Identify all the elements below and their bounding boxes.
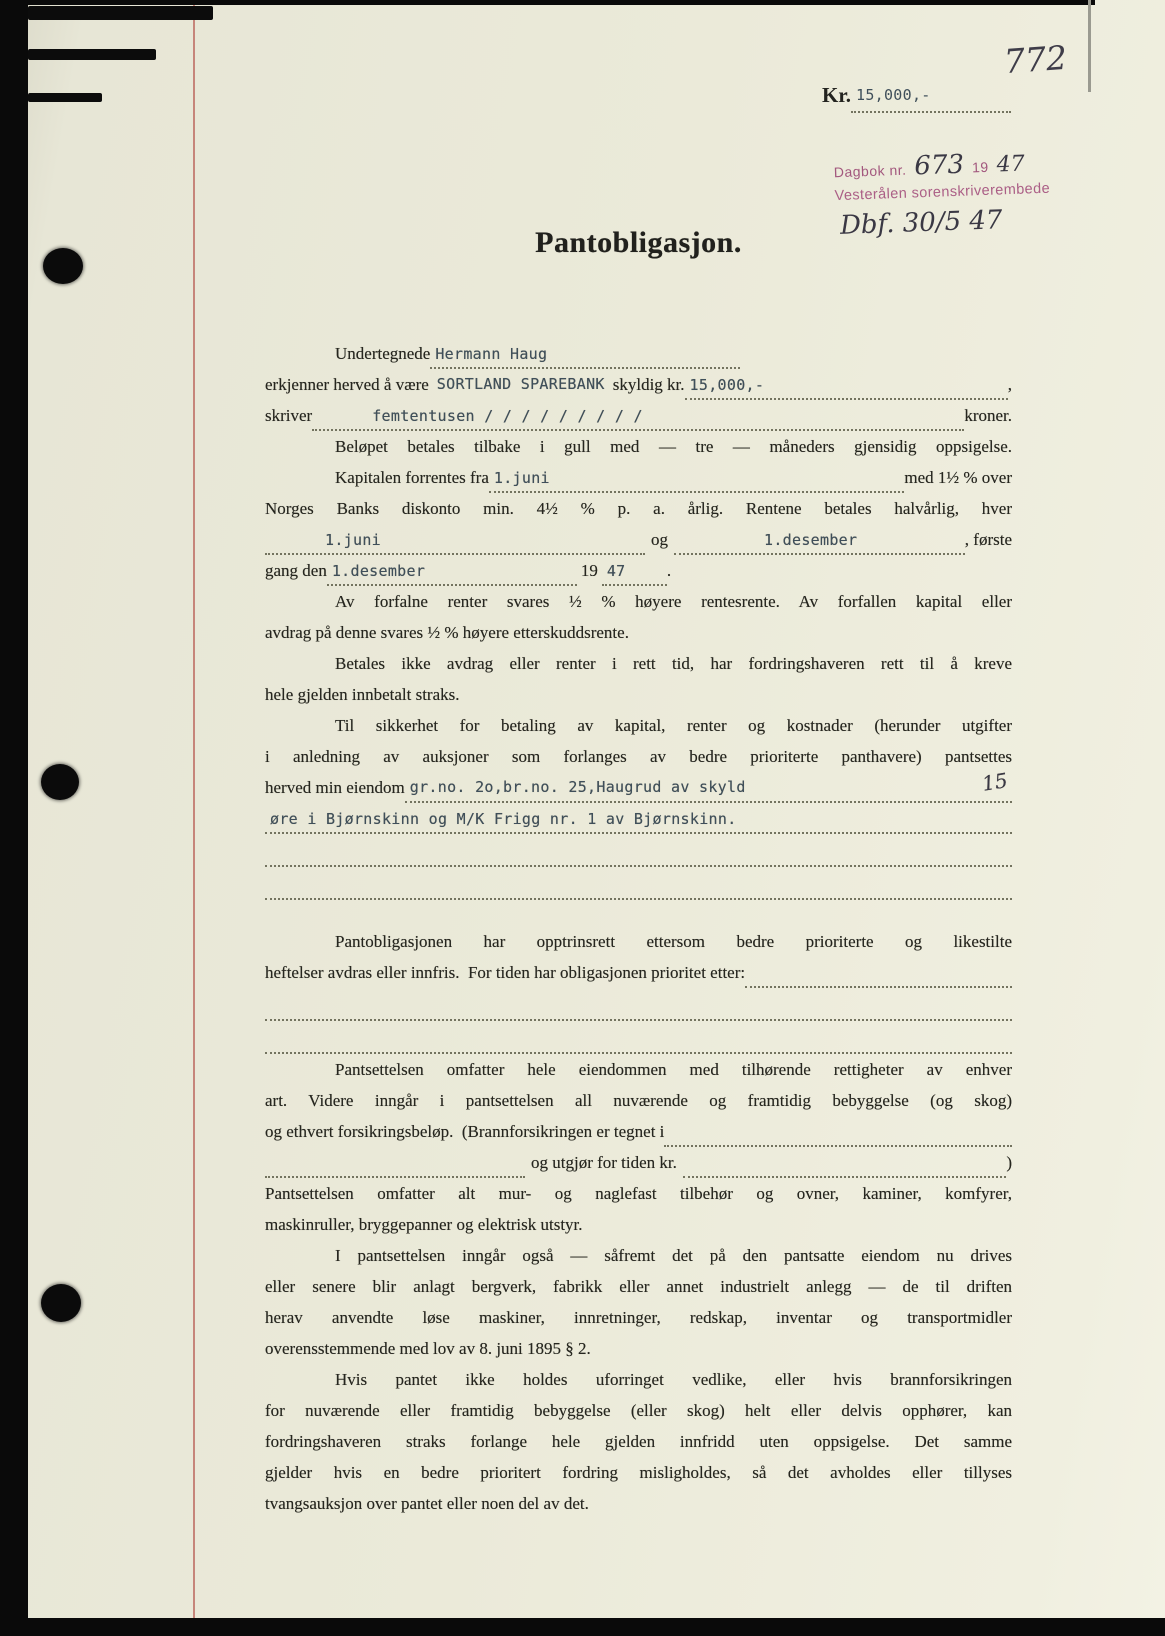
amount-header — [822, 80, 1057, 113]
extent-line-1: Pantsettelsen omfatter hele eiendommen med tilhørende rettigheter av enhver — [335, 1060, 1012, 1079]
amount-label: Kr. — [822, 83, 851, 107]
dagbok-stamp — [833, 146, 1075, 204]
line-spacer — [740, 338, 1012, 369]
maintenance-line-3: fordringshaveren straks forlange hele gjelden innfridd uten oppsigelse. Det samme — [265, 1432, 1012, 1451]
scan-artifact-streak — [28, 6, 213, 20]
maintenance-line-4: gjelder hvis en bedre prioritert fordring misligholdes, så det avholdes eller tillyses — [265, 1463, 1012, 1482]
scan-page-edge-line — [1088, 0, 1091, 92]
line-creditor-amount — [265, 369, 1012, 400]
og-label: og — [651, 530, 668, 549]
scan-edge-top — [0, 0, 1095, 5]
extent-l4-end: ) — [1006, 1153, 1012, 1172]
interest-from-typed: 1.juni — [493, 469, 550, 487]
security-line-3 — [265, 768, 1012, 803]
property-typed-2: øre i Bjørnskinn og M/K Frigg nr. 1 av Bjørnskinn. — [270, 810, 737, 828]
creditor-typed: SORTLAND SPAREBANK — [436, 375, 605, 393]
punch-hole-top — [43, 248, 83, 284]
punch-hole-bottom — [41, 1284, 81, 1322]
blank-rule-line — [265, 867, 1012, 900]
interest-l1-post: med 1½ % over — [904, 468, 1012, 487]
year-fill — [602, 555, 667, 586]
stamp-year-printed: 19 — [971, 158, 989, 176]
amount-in-words-fill — [312, 400, 964, 431]
property-fill-1 — [405, 768, 1012, 803]
interest-term1-typed: 1.juni — [325, 531, 381, 549]
interest-line-4 — [265, 555, 1012, 586]
interest-l4-pre: gang den — [265, 561, 327, 580]
undertegnede-label: Undertegnede — [335, 344, 431, 363]
stamp-year-handwritten: 47 — [996, 151, 1026, 178]
erkjenner-label: erkjenner herved å være — [265, 375, 429, 394]
interest-from-fill — [489, 462, 904, 493]
fixtures-line-1: Pantsettelsen omfatter alt mur- og naglefast tilbehør og ovner, kaminer, komfyrer, — [265, 1184, 1012, 1203]
default-clause-line-1: Betales ikke avdrag eller renter i rett tid, har fordringshaveren rett til å kreve — [335, 654, 1012, 673]
insurance-company-fill — [664, 1116, 1012, 1147]
extent-line-4 — [265, 1147, 1012, 1178]
amount-fill-line — [851, 80, 1011, 113]
line-spacer — [671, 555, 1012, 586]
industry-line-2: eller senere blir anlagt bergverk, fabrikk eller annet industrielt anlegg — de til driften — [265, 1277, 1012, 1296]
amount-typed: 15,000,- — [689, 376, 765, 394]
stamp-office-name: Vesterålen sorenskriverembede — [834, 180, 1051, 205]
stamp-number-handwritten: 673 — [913, 149, 965, 182]
debtor-name-fill — [430, 338, 740, 369]
default-clause-line-2: hele gjelden innbetalt straks. — [265, 685, 460, 704]
page-number-handwritten: 772 — [1002, 37, 1069, 82]
interest-l3-post: , første — [964, 530, 1012, 549]
security-line-1: Til sikkerhet for betaling av kapital, renter og kostnader (herunder utgifter — [335, 716, 1012, 735]
interest-term2-typed: 1.desember — [764, 531, 858, 549]
amount-value-typed: 15,000,- — [855, 86, 931, 104]
priority-l2-text: heftelser avdras eller innfris. For tiden har obligasjonen prioritet etter: — [265, 963, 746, 982]
interest-l1-pre: Kapitalen forrentes fra — [335, 468, 489, 487]
maintenance-line-5: tvangsauksjon over pantet eller noen del av det. — [265, 1494, 589, 1513]
interest-period: . — [666, 561, 672, 580]
amount-in-words-typed: femtentusen / / / / / / / / / — [372, 407, 643, 425]
skriver-label: skriver — [265, 406, 313, 425]
year-typed: 47 — [606, 562, 626, 580]
skyldig-kr-label: skyldig kr. — [612, 375, 685, 394]
blank-rule-line — [265, 1021, 1012, 1054]
interest-term2-fill — [674, 524, 965, 555]
year-printed: 19 — [580, 561, 598, 580]
property-typed-1: gr.no. 2o,br.no. 25,Haugrud av skyld — [409, 778, 746, 796]
scan-artifact-streak — [28, 49, 156, 60]
kroner-label: kroner. — [964, 406, 1012, 425]
interest-note-line-2: avdrag på denne svares ½ % høyere etterskuddsrente. — [265, 623, 629, 642]
line-debtor — [265, 338, 1012, 369]
maintenance-line-1: Hvis pantet ikke holdes uforringet vedlike, eller hvis brannforsikringen — [335, 1370, 1012, 1389]
interest-note-line-1: Av forfalne renter svares ½ % høyere rentesrente. Av forfallen kapital eller — [335, 592, 1012, 611]
industry-line-3: herav anvendte løse maskiner, innretninger, redskap, inventar og transportmidler — [265, 1308, 1012, 1327]
stamp-dagbok-label: Dagbok nr. — [833, 161, 907, 181]
amount-words-fill — [685, 369, 1008, 400]
repayment-line: Beløpet betales tilbake i gull med — tre — måneders gjensidig oppsigelse. — [335, 437, 1012, 456]
line-amount-in-words — [265, 400, 1012, 431]
interest-term1-fill — [265, 524, 645, 555]
scan-edge-left — [0, 0, 28, 1636]
priority-line-2 — [265, 957, 1012, 988]
trailing-comma: , — [1007, 375, 1012, 394]
extent-l4-mid: og utgjør for tiden kr. — [531, 1153, 677, 1172]
punch-hole-middle — [41, 764, 79, 800]
blank-rule-line — [265, 834, 1012, 867]
industry-line-1: I pantsettelsen inngår også — såfremt det på den pantsatte eiendom nu drives — [335, 1246, 1012, 1265]
document-title: Pantobligasjon. — [535, 226, 742, 259]
security-line-2: i anledning av auksjoner som forlanges av bedre prioriterte panthavere) pantsettes — [265, 747, 1012, 766]
scan-edge-bottom — [0, 1618, 1165, 1636]
blank-rule-line — [265, 988, 1012, 1021]
extent-line-3 — [265, 1116, 1012, 1147]
interest-line-2: Norges Banks diskonto min. 4½ % p. a. årlig. Rentene betales halvårlig, hver — [265, 499, 1012, 518]
extent-l3-text: og ethvert forsikringsbeløp. (Brannforsikringen er tegnet i — [265, 1122, 665, 1141]
scan-artifact-streak — [28, 93, 102, 102]
priority-fill — [745, 957, 1012, 988]
debtor-name-typed: Hermann Haug — [435, 345, 548, 363]
security-line-4 — [265, 803, 1012, 834]
registration-note-handwritten: Dbf. 30/5 47 — [839, 205, 1003, 241]
fixtures-line-2: maskinruller, bryggepanner og elektrisk utstyr. — [265, 1215, 583, 1234]
first-due-typed: 1.desember — [331, 562, 426, 580]
maintenance-line-2: for nuværende eller framtidig bebyggelse (eller skog) helt eller delvis opphører, kan — [265, 1401, 1012, 1420]
red-margin-line — [193, 0, 195, 1618]
extent-line-2: art. Videre inngår i pantsettelsen all nuværende og framtidig bebyggelse (og skog) — [265, 1091, 1012, 1110]
interest-line-3 — [265, 524, 1012, 555]
priority-line-1: Pantobligasjonen har opptrinsrett ettersom bedre prioriterte og likestilte — [335, 932, 1012, 951]
interest-line-1 — [265, 462, 1012, 493]
skyld-handwritten: 15 — [979, 768, 1009, 796]
security-l3-pre: herved min eiendom — [265, 778, 405, 797]
insurance-amount-fill — [683, 1147, 1006, 1178]
first-due-fill — [327, 555, 577, 586]
form-body — [265, 338, 1012, 1519]
property-fill-2 — [265, 803, 1012, 834]
insurance-fill-left — [265, 1147, 525, 1178]
industry-line-4: overensstemmende med lov av 8. juni 1895 § 2. — [265, 1339, 591, 1358]
